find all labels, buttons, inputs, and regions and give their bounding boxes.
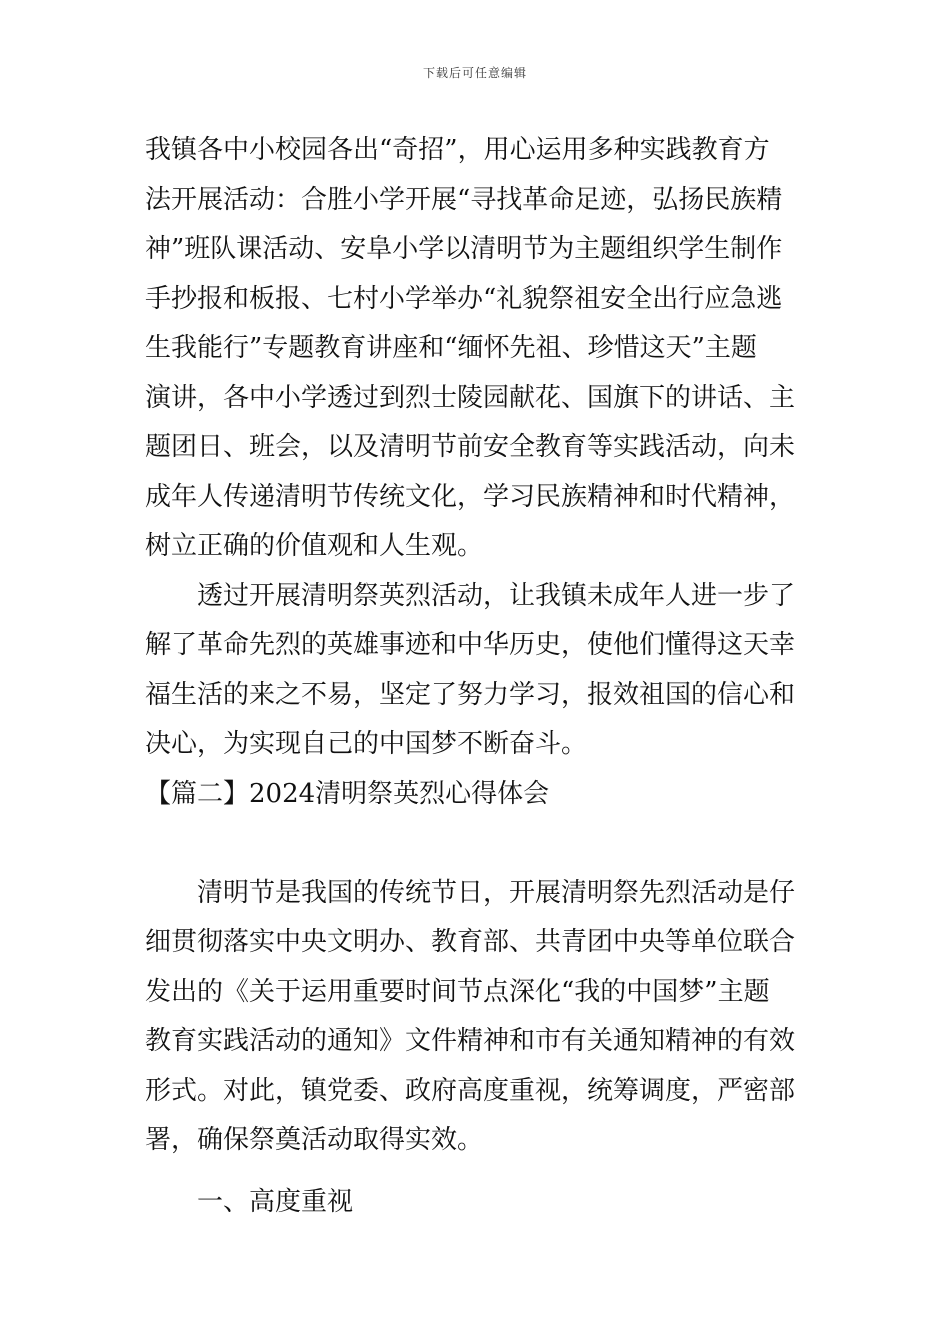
document-body <box>145 126 805 1227</box>
paragraph-line: 解了革命先烈的英雄事迹和中华历史，使他们懂得这天幸 <box>145 630 796 660</box>
paragraph-line: 教育实践活动的通知》文件精神和市有关通知精神的有效 <box>145 1026 796 1056</box>
paragraph-line: 生我能行”专题教育讲座和“缅怀先祖、珍惜这天”主题 <box>145 333 757 363</box>
paragraph-line: 成年人传递清明节传统文化，学习民族精神和时代精神， <box>145 481 796 512</box>
section-heading: 【篇二】2024清明祭英烈心得体会 <box>145 778 550 809</box>
paragraph-line: 发出的《关于运用重要时间节点深化“我的中国梦”主题 <box>145 976 770 1007</box>
paragraph-line: 我镇各中小校园各出“奇招”，用心运用多种实践教育方 <box>145 135 770 165</box>
paragraph-line: 法开展活动：合胜小学开展“寻找革命足迹，弘扬民族精 <box>145 184 783 215</box>
paragraph-activities <box>145 126 805 572</box>
paragraph-line: 题团日、班会，以及清明节前安全教育等实践活动，向未 <box>145 432 796 462</box>
paragraph-line: 决心，为实现自己的中国梦不断奋斗。 <box>145 729 588 759</box>
paragraph-line: 透过开展清明祭英烈活动，让我镇未成年人进一步了 <box>197 580 796 611</box>
paragraph-line: 神”班队课活动、安阜小学以清明节为主题组织学生制作 <box>145 234 783 264</box>
paragraph-line: 形式。对此，镇党委、政府高度重视，统筹调度，严密部 <box>145 1075 796 1106</box>
paragraph-line: 演讲，各中小学透过到烈士陵园献花、国旗下的讲话、主 <box>145 382 796 413</box>
sub-heading: 一、高度重视 <box>197 1186 354 1217</box>
paragraph-line: 手抄报和板报、七村小学举办“礼貌祭祖安全出行应急逃 <box>145 283 783 314</box>
paragraph-introduction <box>145 869 805 1166</box>
page-header-note: 下载后可任意编辑 <box>422 66 527 80</box>
paragraph-line: 福生活的来之不易，坚定了努力学习，报效祖国的信心和 <box>145 679 796 710</box>
paragraph-line: 清明节是我国的传统节日，开展清明祭先烈活动是仔 <box>197 877 796 908</box>
paragraph-line: 署，确保祭奠活动取得实效。 <box>145 1125 484 1155</box>
paragraph-line: 树立正确的价值观和人生观。 <box>145 531 484 561</box>
paragraph-line: 细贯彻落实中央文明办、教育部、共青团中央等单位联合 <box>145 927 796 957</box>
paragraph-outcome <box>145 572 805 770</box>
